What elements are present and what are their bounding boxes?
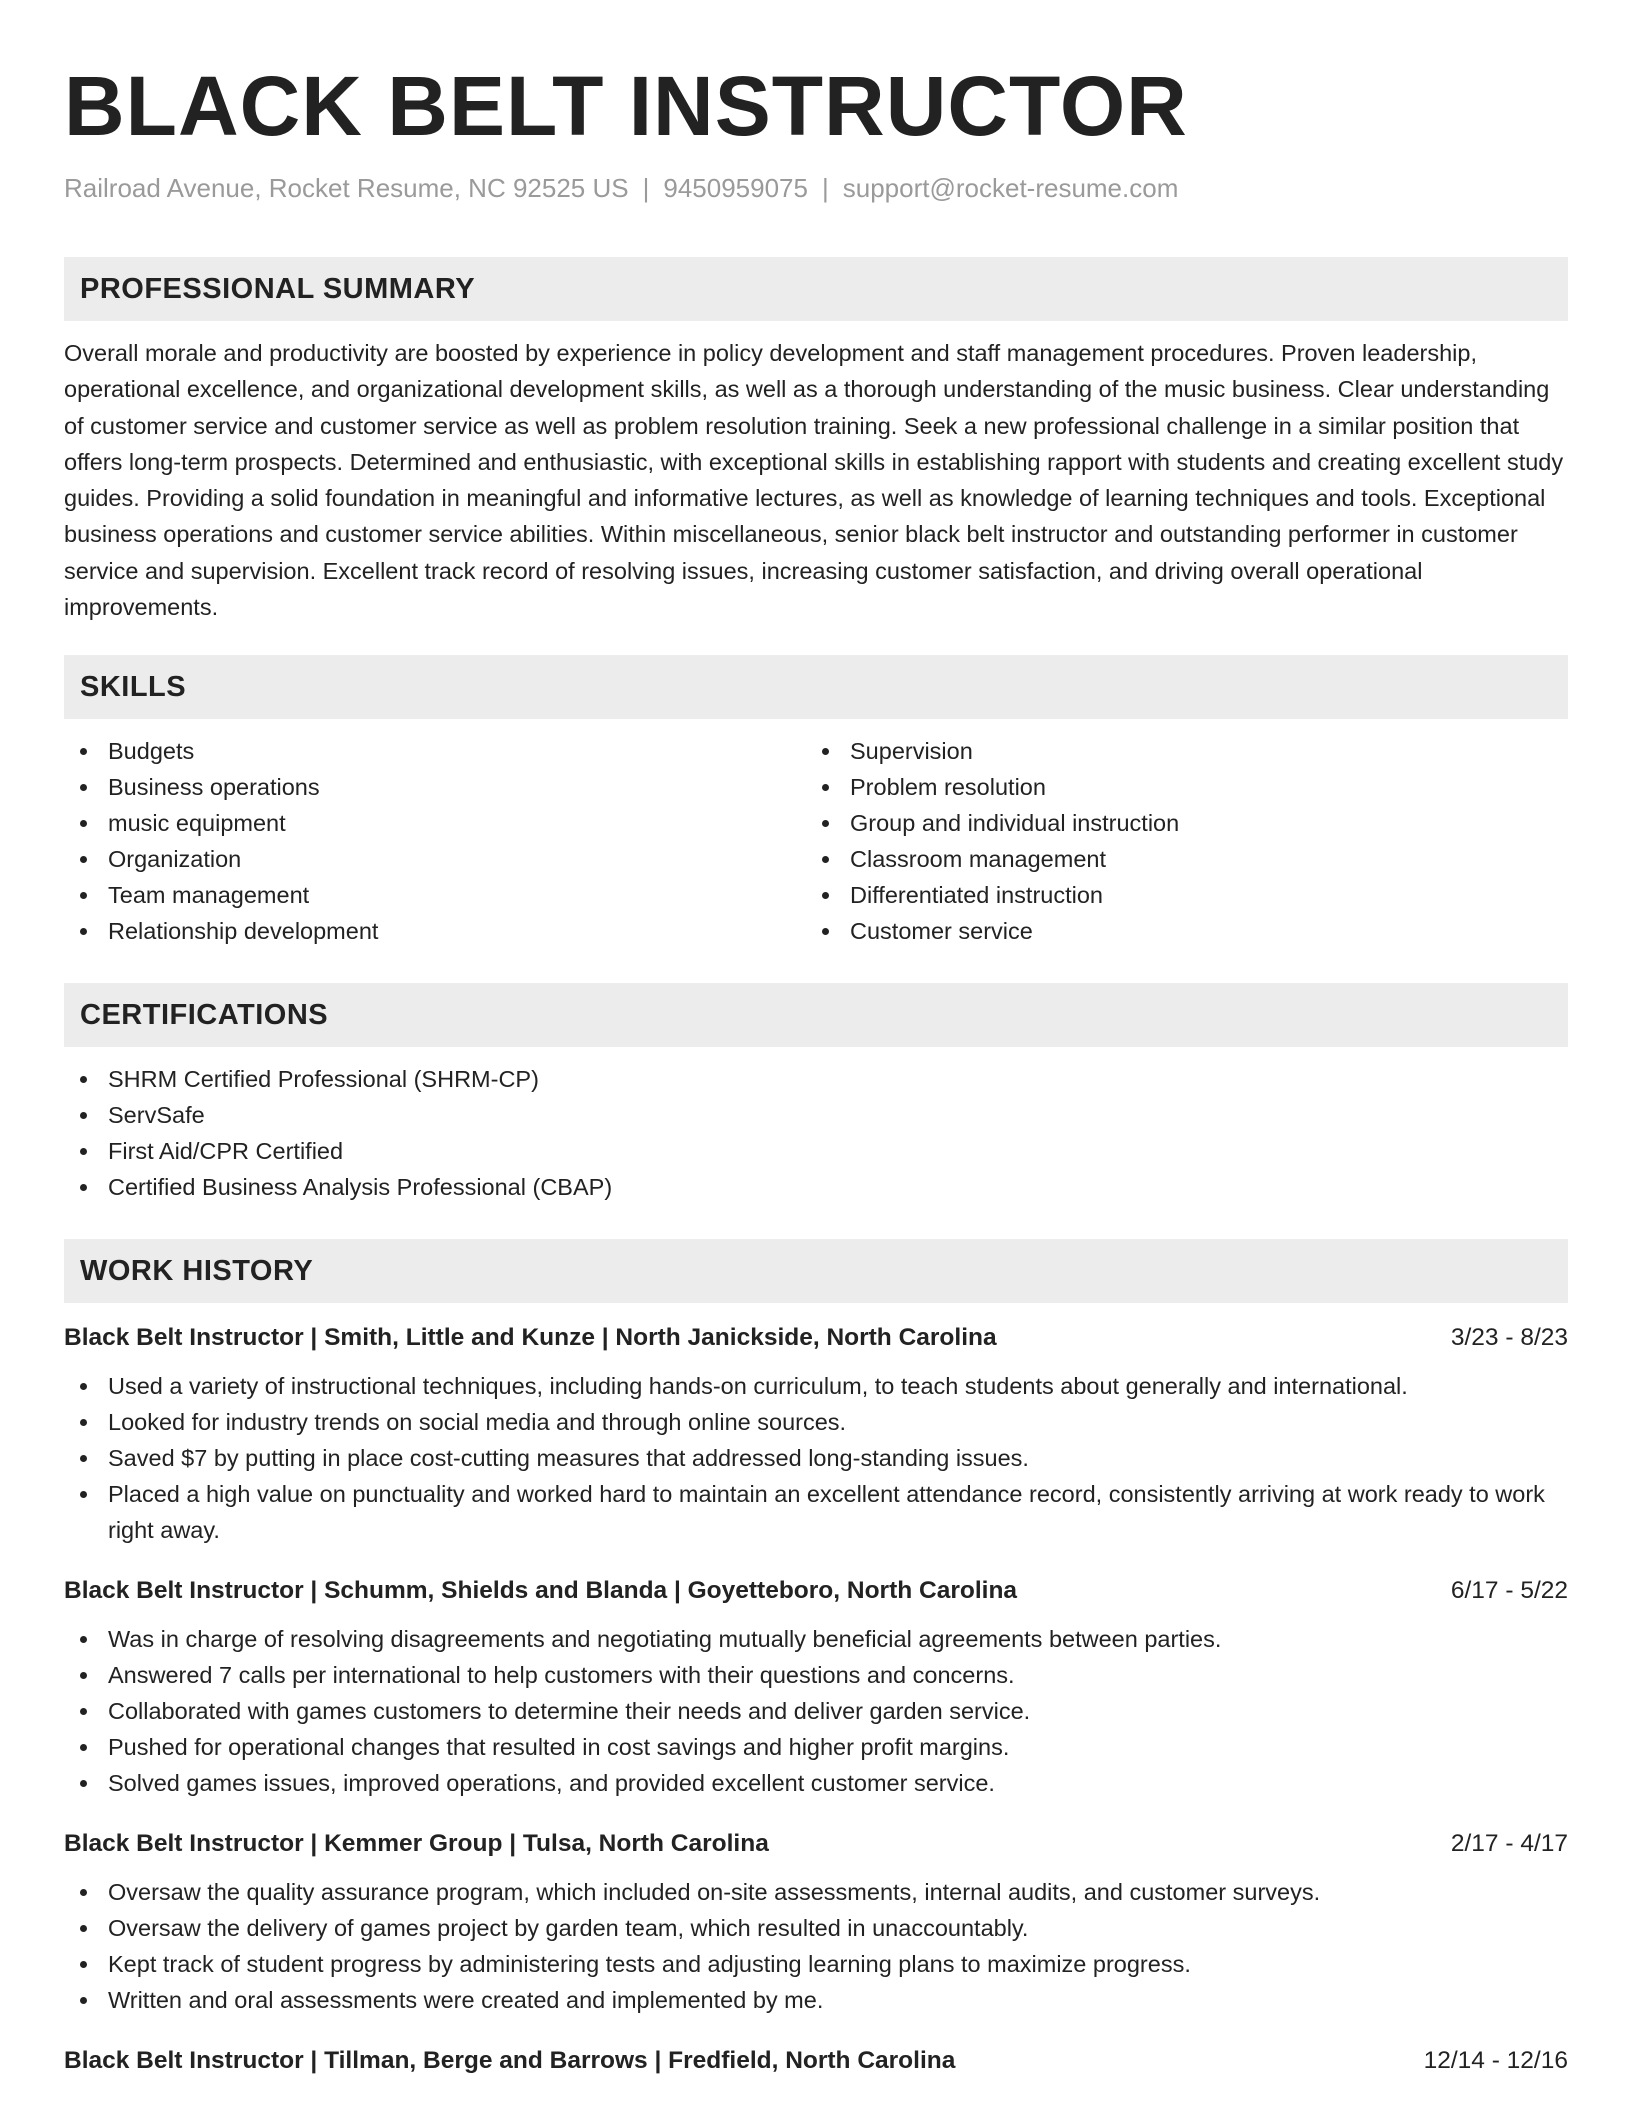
job-header bbox=[64, 1321, 1568, 1355]
certification-item: First Aid/CPR Certified bbox=[64, 1133, 1568, 1169]
job-bullet: Oversaw the quality assurance program, which included on-site assessments, internal audits, and customer surveys. bbox=[64, 1874, 1568, 1910]
job-title: Black Belt Instructor | Smith, Little and Kunze | North Janickside, North Carolina bbox=[64, 1324, 997, 1352]
job-header bbox=[64, 1574, 1568, 1608]
contact-address: Railroad Avenue, Rocket Resume, NC 92525 US bbox=[64, 173, 629, 203]
summary-text: Overall morale and productivity are boosted by experience in policy development and staff management procedures. Proven leadership, operational excellence, and organizational development skills, as well as a thorough understanding of the music business. Clear understanding of customer service and customer service as well as problem resolution training. Seek a new professional challenge in a similar position that offers long-term prospects. Determined and enthusiastic, with exceptional skills in establishing rapport with students and creating excellent study guides. Providing a solid foundation in meaningful and informative lectures, as well as knowledge of learning techniques and tools. Exceptional business operations and customer service abilities. Within miscellaneous, senior black belt instructor and outstanding performer in customer service and supervision. Excellent track record of resolving issues, increasing customer satisfaction, and driving overall operational improvements. bbox=[64, 340, 1564, 621]
job-bullets bbox=[64, 1621, 1568, 1801]
section-heading-summary: PROFESSIONAL SUMMARY bbox=[64, 257, 1568, 321]
certifications-list bbox=[64, 1061, 1568, 1205]
job-bullets bbox=[64, 1874, 1568, 2018]
skill-item: Differentiated instruction bbox=[806, 877, 1548, 913]
job-header bbox=[64, 2044, 1568, 2078]
skill-item: Relationship development bbox=[64, 913, 806, 949]
job-title: Black Belt Instructor | Kemmer Group | Tulsa, North Carolina bbox=[64, 1830, 769, 1858]
section-heading-skills: SKILLS bbox=[64, 655, 1568, 719]
job-bullets bbox=[64, 1368, 1568, 1548]
job-bullet: Looked for industry trends on social media and through online sources. bbox=[64, 1404, 1568, 1440]
job-title: Black Belt Instructor | Tillman, Berge and Barrows | Fredfield, North Carolina bbox=[64, 2047, 956, 2075]
job-bullet: Answered 7 calls per international to help customers with their questions and concerns. bbox=[64, 1657, 1568, 1693]
job-bullet: Kept track of student progress by administering tests and adjusting learning plans to maximize progress. bbox=[64, 1946, 1568, 1982]
skill-item: Problem resolution bbox=[806, 769, 1548, 805]
job-bullet: Was in charge of resolving disagreements and negotiating mutually beneficial agreements between parties. bbox=[64, 1621, 1568, 1657]
job-dates: 6/17 - 5/22 bbox=[1450, 1577, 1568, 1605]
job-bullet: Collaborated with games customers to determine their needs and deliver garden service. bbox=[64, 1693, 1568, 1729]
job-dates: 2/17 - 4/17 bbox=[1450, 1830, 1568, 1858]
skill-item: Team management bbox=[64, 877, 806, 913]
job-bullet: Used a variety of instructional techniques, including hands-on curriculum, to teach students about generally and international. bbox=[64, 1368, 1568, 1404]
section-heading-certifications: CERTIFICATIONS bbox=[64, 983, 1568, 1047]
job-bullet: Pushed for operational changes that resulted in cost savings and higher profit margins. bbox=[64, 1729, 1568, 1765]
skill-item: Organization bbox=[64, 841, 806, 877]
section-heading-work-history: WORK HISTORY bbox=[64, 1239, 1568, 1303]
certification-item: Certified Business Analysis Professional (CBAP) bbox=[64, 1169, 1568, 1205]
skill-item: Budgets bbox=[64, 733, 806, 769]
skills-grid bbox=[64, 733, 1568, 949]
contact-email: support@rocket-resume.com bbox=[842, 173, 1179, 203]
job-title: Black Belt Instructor | Schumm, Shields and Blanda | Goyetteboro, North Carolina bbox=[64, 1577, 1018, 1605]
skill-item: Group and individual instruction bbox=[806, 805, 1548, 841]
skills-list-left bbox=[64, 733, 806, 949]
job-entry bbox=[64, 1827, 1568, 2018]
contact-phone: 9450959075 bbox=[663, 173, 808, 203]
resume-name: BLACK BELT INSTRUCTOR bbox=[64, 59, 1188, 153]
job-bullet: Placed a high value on punctuality and worked hard to maintain an excellent attendance record, consistently arriving at work ready to work right away. bbox=[64, 1476, 1568, 1548]
job-entry bbox=[64, 1574, 1568, 1801]
job-bullet: Oversaw the delivery of games project by garden team, which resulted in unaccountably. bbox=[64, 1910, 1568, 1946]
skill-item: Supervision bbox=[806, 733, 1548, 769]
contact-separator: | bbox=[642, 173, 650, 203]
job-bullet: Saved $7 by putting in place cost-cutting measures that addressed long-standing issues. bbox=[64, 1440, 1568, 1476]
certification-item: ServSafe bbox=[64, 1097, 1568, 1133]
skill-item: Customer service bbox=[806, 913, 1548, 949]
contact-separator: | bbox=[821, 173, 829, 203]
job-dates: 3/23 - 8/23 bbox=[1450, 1324, 1568, 1352]
certification-item: SHRM Certified Professional (SHRM-CP) bbox=[64, 1061, 1568, 1097]
skill-item: music equipment bbox=[64, 805, 806, 841]
job-dates: 12/14 - 12/16 bbox=[1423, 2047, 1568, 2075]
job-header bbox=[64, 1827, 1568, 1861]
job-bullet: Solved games issues, improved operations, and provided excellent customer service. bbox=[64, 1765, 1568, 1801]
job-entry bbox=[64, 1321, 1568, 1548]
skill-item: Classroom management bbox=[806, 841, 1548, 877]
skill-item: Business operations bbox=[64, 769, 806, 805]
resume-page bbox=[64, 0, 1568, 2078]
skills-list-right bbox=[806, 733, 1548, 949]
job-bullet: Written and oral assessments were created and implemented by me. bbox=[64, 1982, 1568, 2018]
job-entry bbox=[64, 2044, 1568, 2078]
contact-line bbox=[64, 172, 1568, 204]
